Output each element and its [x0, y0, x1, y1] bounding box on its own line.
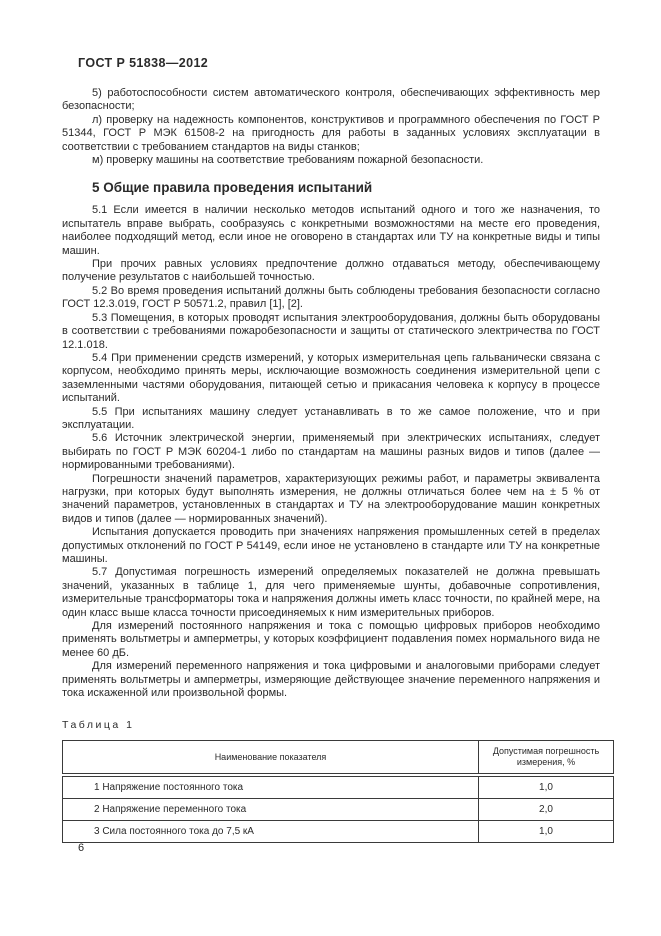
- table-row: [63, 821, 614, 843]
- paragraph: 5.1 Если имеется в наличии несколько методов испытаний одного и того же назначения, то испытатель вправе выбрать, сообразуясь с конкретными возможностями на месте его проведения, наиболее подходящий метод, если иное не оговорено в стандартах или ТУ на конкретные виды и типы машин.: [62, 204, 600, 257]
- section-heading: 5 Общие правила проведения испытаний: [92, 180, 373, 196]
- table-cell-name: 1 Напряжение постоянного тока: [63, 775, 479, 799]
- running-header: ГОСТ Р 51838—2012: [78, 56, 209, 70]
- table-cell-value: 2,0: [479, 799, 614, 821]
- paragraph: 5.7 Допустимая погрешность измерений определяемых показателей не должна превышать значений, указанных в таблице 1, для чего применяемые шунты, добавочные сопротивления, измерительные трансформаторы тока и напряжения должны иметь класс точности, по крайней мере, на один класс выше класса точности присоединяемых к ним измерительных приборов.: [62, 566, 600, 619]
- table-caption: Таблица 1: [62, 719, 135, 732]
- paragraph: 5.3 Помещения, в которых проводят испытания электрооборудования, должны быть оборудованы в соответствии с требованиями пожаробезопасности и защиты от статического электричества по ГОСТ 12.1.018.: [62, 311, 600, 351]
- table-cell-value: 1,0: [479, 821, 614, 843]
- paragraph: Для измерений постоянного напряжения и тока с помощью цифровых приборов необходимо применять вольтметры и амперметры, у которых коэффициент подавления помех нормального вида не менее 60 дБ.: [62, 620, 600, 659]
- paragraph: Погрешности значений параметров, характеризующих режимы работ, и параметры эквивалента нагрузки, при которых будут выполнять измерения, не должны отличаться более чем на ± 5 % от значений параметров, установленных в стандартах и ТУ на электрооборудование машин конкретных видов и типов (далее — нормированных значений).: [62, 472, 600, 525]
- table-header-cell-name: Наименование показателя: [63, 741, 479, 776]
- paragraph: 5.6 Источник электрической энергии, применяемый при электрических испытаниях, следует выбирать по ГОСТ Р МЭК 60204-1 либо по стандартам на машины разных видов и типов (далее — нормированными требованиями).: [62, 432, 600, 472]
- table-row: [63, 799, 614, 821]
- measurement-error-table: [62, 740, 614, 843]
- paragraph: 5) работоспособности систем автоматического контроля, обеспечивающих эффективность мер безопасности;: [62, 87, 600, 113]
- text-block: [62, 87, 600, 843]
- table-cell-name: 2 Напряжение переменного тока: [63, 799, 479, 821]
- paragraph: 5.2 Во время проведения испытаний должны быть соблюдены требования безопасности согласно ГОСТ 12.3.019, ГОСТ Р 50571.2, правил [1], [2].: [62, 284, 600, 311]
- paragraph: Для измерений переменного напряжения и тока цифровыми и аналоговыми приборами следует применять вольтметры и амперметры, измеряющие действующее значение переменного напряжения и тока искаженной или произвольной формы.: [62, 660, 600, 700]
- paragraph: Испытания допускается проводить при значениях напряжения промышленных сетей в пределах допустимых отклонений по ГОСТ Р 54149, если иное не установлено в стандарте или ТУ на конкретные машины.: [62, 526, 600, 565]
- paragraph: л) проверку на надежность компонентов, конструктивов и программного обеспечения по ГОСТ Р 51344, ГОСТ Р МЭК 61508-2 на пригодность для работы в заданных условиях эксплуатации в соответствии с требованием стандартов на виды станков;: [62, 113, 600, 153]
- page-number: 6: [78, 842, 85, 854]
- paragraph: м) проверку машины на соответствие требованиям пожарной безопасности.: [92, 154, 484, 167]
- paragraph: 5.5 При испытаниях машину следует устанавливать в то же самое положение, что и при эксплуатации.: [62, 405, 600, 431]
- table-row: [63, 775, 614, 799]
- paragraph: При прочих равных условиях предпочтение должно отдаваться методу, обеспечивающему получение результатов с наибольшей точностью.: [62, 258, 600, 284]
- table-cell-value: 1,0: [479, 775, 614, 799]
- table-header-row: [63, 741, 614, 776]
- paragraph: 5.4 При применении средств измерений, у которых измерительная цепь гальванически связана с корпусом, необходимо принять меры, исключающие возможность соединения измерительной цепи с заземленными частями оборудования, питающей сетью и прикасания человека к корпусу в процессе испытаний.: [62, 351, 600, 405]
- table-cell-name: 3 Сила постоянного тока до 7,5 кА: [63, 821, 479, 843]
- table-header-cell-error: Допустимая погрешность измерения, %: [479, 741, 614, 776]
